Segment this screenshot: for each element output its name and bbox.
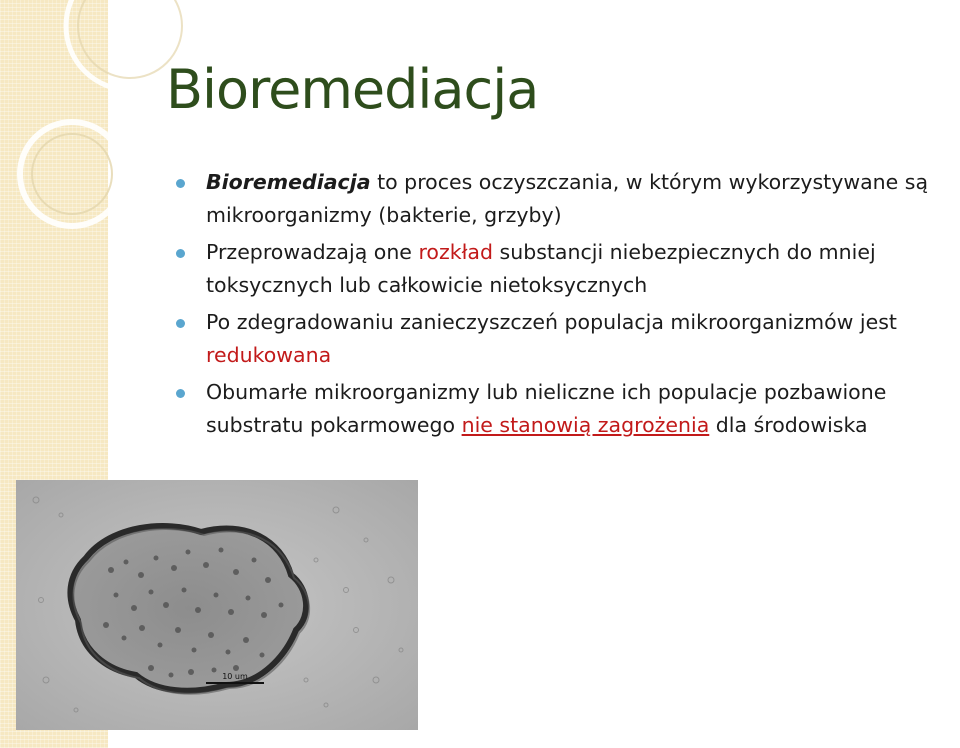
bullet-item: [176, 376, 956, 442]
bullet-text: Obumarłe mikroorganizmy lub nieliczne ich populacje pozbawione substratu pokarmowego: [206, 380, 887, 437]
bullet-dot-icon: [176, 319, 185, 328]
bullet-text: substancji niebezpiecznych do mniej toksycznych lub całkowicie nietoksycznych: [206, 240, 876, 297]
highlight-nie-stanowia-zagrozenia: nie stanowią zagrożenia: [461, 413, 710, 437]
microscope-image: [16, 480, 418, 730]
highlight-rozklad: rozkład: [418, 240, 493, 264]
scale-bar-label: 10 um: [222, 672, 248, 681]
decorative-circles: [0, 0, 200, 320]
bullet-text: Przeprowadzają one: [206, 240, 419, 264]
bullet-dot-icon: [176, 179, 185, 188]
bullet-dot-icon: [176, 249, 185, 258]
highlight-redukowana: redukowana: [206, 343, 332, 367]
bullet-item: [176, 236, 956, 302]
bullet-dot-icon: [176, 389, 185, 398]
bullet-list: [176, 166, 956, 446]
bullet-item: [176, 166, 956, 232]
term-bioremediacja: Bioremediacja: [206, 170, 371, 194]
bullet-text: to proces oczyszczania, w którym wykorzystywane są mikroorganizmy (bakterie, grzyby): [206, 170, 929, 227]
bullet-text: Po zdegradowaniu zanieczyszczeń populacja mikroorganizmów jest: [206, 310, 897, 334]
bullet-item: [176, 306, 956, 372]
microscope-drawing: [16, 480, 418, 730]
bullet-text: dla środowiska: [709, 413, 868, 437]
slide-title: Bioremediacja: [166, 58, 539, 121]
